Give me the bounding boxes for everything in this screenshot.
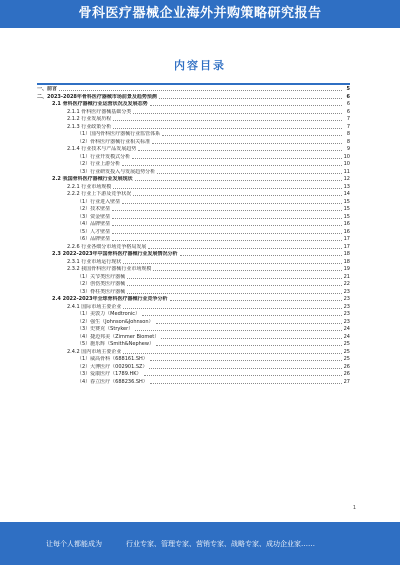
toc-entry-page: 14 — [343, 191, 350, 197]
toc-entry-label: （3）史赛克（Stryker） — [77, 326, 134, 332]
toc-entry[interactable] — [37, 191, 350, 199]
toc-entry-page: 6 — [346, 93, 350, 100]
toc-dot-leader — [180, 255, 342, 256]
toc-dot-leader — [123, 263, 341, 264]
toc-entry[interactable] — [37, 116, 350, 124]
toc-dot-leader — [132, 158, 341, 159]
toc-entry-label: （2）行业上游分析 — [77, 161, 121, 167]
toc-dot-leader — [133, 113, 342, 114]
toc-entry-label: 2.3.1 行业市场运行现状 — [67, 258, 122, 265]
toc-dot-leader — [170, 300, 342, 301]
toc-entry-page: 24 — [343, 333, 350, 340]
toc-entry-label: 2.1.1 骨科医疗器械基础分类 — [67, 108, 132, 115]
toc-entry-page: 17 — [343, 236, 350, 242]
toc-entry[interactable] — [37, 244, 350, 252]
toc-entry-page: 23 — [343, 318, 350, 325]
toc-entry-page: 18 — [343, 258, 350, 265]
toc-entry-label: 2.3 2022-2023年中国骨科医疗器械行业发展情况分析 — [52, 251, 178, 257]
toc-entry-label: 2.1.2 行业发展历程 — [67, 116, 112, 122]
toc-dot-leader — [127, 293, 341, 294]
toc-entry[interactable] — [37, 251, 350, 259]
toc-entry[interactable] — [37, 274, 350, 282]
toc-entry[interactable] — [37, 161, 350, 169]
toc-dot-leader — [112, 240, 341, 241]
toc-dot-leader — [113, 120, 342, 121]
footer-slogan-right: 行业专家、管理专家、营销专家、战略专家、成功企业家…… — [126, 540, 315, 548]
toc-entry[interactable] — [37, 266, 350, 274]
toc-entry-page: 24 — [343, 326, 350, 332]
toc-entry[interactable] — [37, 124, 350, 132]
toc-dot-leader — [123, 308, 341, 309]
toc-entry[interactable] — [37, 311, 350, 319]
toc-entry-page: 18 — [343, 251, 350, 257]
toc-entry-label: （1）行业开发模式分析 — [77, 153, 131, 160]
toc-entry-page: 15 — [343, 206, 350, 212]
toc-entry[interactable] — [37, 319, 350, 327]
toc-entry-page: 19 — [343, 266, 350, 272]
toc-dot-leader — [123, 353, 341, 354]
toc-entry-label: 2.1 骨科医疗器械行业运营状况及发展态势 — [52, 101, 148, 107]
toc-entry[interactable] — [37, 379, 350, 387]
toc-entry-page: 7 — [346, 116, 350, 122]
toc-entry-page: 7 — [346, 123, 350, 130]
toc-dot-leader — [150, 360, 342, 361]
toc-dot-leader — [138, 150, 342, 151]
toc-entry-label: （1）行业进入壁垒 — [77, 198, 121, 205]
toc-entry-label: 2.1.4 行业技术与产品发展趋势 — [67, 146, 137, 152]
toc-entry-label: （3）资金壁垒 — [77, 213, 111, 220]
toc-dot-leader — [112, 233, 341, 234]
toc-entry-page: 5 — [346, 86, 350, 92]
toc-entry[interactable] — [37, 236, 350, 244]
toc-entry[interactable] — [37, 146, 350, 154]
toc-dot-leader — [150, 105, 342, 106]
toc-entry-label: 2.4 2022-2023年全球骨科医疗器械行业竞争分析 — [52, 296, 168, 302]
toc-entry[interactable] — [37, 229, 350, 237]
toc-entry-page: 16 — [343, 221, 350, 227]
toc-entry-label: （1）国内骨科医疗器械行业监管体系 — [77, 131, 161, 137]
toc-entry[interactable] — [37, 206, 350, 214]
toc-entry[interactable] — [37, 349, 350, 357]
toc-entry-label: 2.2.2 行业上下游及竞争状况 — [67, 191, 132, 197]
toc-dot-leader — [150, 383, 342, 384]
toc-entry-page: 21 — [343, 273, 350, 280]
toc-dot-leader — [142, 315, 342, 316]
toc-entry[interactable] — [37, 364, 350, 372]
toc-dot-leader — [127, 285, 341, 286]
toc-entry[interactable] — [37, 214, 350, 222]
toc-entry-label: 二、2023-2028年骨科医疗器械市场前景及趋势预测 — [37, 93, 157, 100]
toc-entry-label: 一、前言 — [37, 86, 58, 92]
toc-entry[interactable] — [37, 221, 350, 229]
toc-entry[interactable] — [37, 86, 350, 94]
toc-dot-leader — [112, 225, 341, 226]
toc-dot-leader — [113, 188, 341, 189]
toc-entry[interactable] — [37, 184, 350, 192]
toc-entry-label: 2.4.1 国际市场主要企业 — [67, 303, 122, 310]
toc-entry-label: （5）人才壁垒 — [77, 228, 111, 235]
toc-entry-page: 26 — [343, 363, 350, 370]
toc-dot-leader — [156, 345, 342, 346]
toc-entry[interactable] — [37, 176, 350, 184]
toc-dot-leader — [135, 180, 342, 181]
report-title: 骨科医疗器械企业海外并购策略研究报告 — [78, 6, 322, 21]
toc-entry-page: 15 — [343, 198, 350, 205]
toc-entry-label: （1）威高骨科（688161.SH） — [77, 356, 148, 362]
toc-dot-leader — [59, 90, 342, 91]
toc-entry-label: （5）施乐辉（Smith&Nephew） — [77, 341, 154, 347]
toc-dot-leader — [144, 375, 342, 376]
toc-dot-leader — [162, 135, 342, 136]
toc-entry-page: 25 — [343, 356, 350, 362]
toc-entry[interactable] — [37, 199, 350, 207]
toc-entry[interactable] — [37, 101, 350, 109]
toc-entry-label: （3）行业研发投入与发展趋势分析 — [77, 168, 156, 175]
toc-dot-leader — [112, 218, 341, 219]
toc-entry-page: 25 — [343, 348, 350, 355]
toc-entry-page: 27 — [343, 378, 350, 385]
toc-dot-leader — [112, 210, 341, 211]
toc-entry-page: 23 — [343, 303, 350, 310]
toc-entry-label: （1）美敦力（Medtronic） — [77, 311, 141, 317]
toc-entry[interactable] — [37, 296, 350, 304]
toc-dot-leader — [152, 143, 342, 144]
toc-entry-label: （2）大博医疗（002901.SZ） — [77, 363, 148, 370]
toc-entry-label: （4）捷迈邦美（Zimmer Biomet） — [77, 333, 160, 340]
footer-bar — [0, 522, 400, 565]
toc-entry[interactable] — [37, 326, 350, 334]
toc-entry[interactable] — [37, 281, 350, 289]
toc-entry-page: 8 — [346, 131, 350, 137]
toc-entry[interactable] — [37, 131, 350, 139]
toc-entry-page: 23 — [343, 296, 350, 302]
toc-entry[interactable] — [37, 109, 350, 117]
toc-dot-leader — [127, 278, 341, 279]
toc-entry-label: （4）品牌壁垒 — [77, 221, 111, 227]
toc-entry[interactable] — [37, 154, 350, 162]
toc-entry[interactable] — [37, 304, 350, 312]
toc-entry[interactable] — [37, 334, 350, 342]
toc-entry-label: 2.2.6 行业各细分市场竞争格局发展 — [67, 243, 147, 250]
toc-entry-label: （2）骨科医疗器械行业相关标准 — [77, 138, 151, 145]
toc-entry-page: 23 — [343, 311, 350, 317]
toc-dot-leader — [148, 248, 341, 249]
toc-entry-page: 12 — [343, 176, 350, 182]
toc-entry-label: （2）创伤类医疗器械 — [77, 281, 126, 287]
toc-entry-page: 26 — [343, 371, 350, 377]
toc-entry-label: 2.3.2 我国骨科医疗器械行业市场规模 — [67, 266, 152, 272]
toc-entry-label: （6）品牌壁垒 — [77, 236, 111, 242]
toc-entry-page: 22 — [343, 281, 350, 287]
table-of-contents — [37, 86, 350, 498]
toc-entry-label: 2.4.2 国内市场主要企业 — [67, 348, 122, 355]
toc-entry-page: 8 — [346, 138, 350, 145]
toc-entry-label: （3）脊柱类医疗器械 — [77, 288, 126, 295]
toc-heading-divider — [37, 83, 350, 85]
toc-dot-leader — [159, 98, 342, 99]
toc-entry-label: 2.2.1 行业市场规模 — [67, 183, 112, 190]
toc-entry[interactable] — [37, 289, 350, 297]
toc-entry[interactable] — [37, 371, 350, 379]
toc-entry-page: 13 — [343, 183, 350, 190]
toc-dot-leader — [157, 173, 341, 174]
toc-entry-page: 23 — [343, 288, 350, 295]
toc-entry-page: 10 — [343, 161, 350, 167]
toc-entry-page: 6 — [346, 101, 350, 107]
toc-entry[interactable] — [37, 169, 350, 177]
toc-dot-leader — [133, 195, 341, 196]
toc-entry-page: 10 — [343, 153, 350, 160]
toc-entry-label: （4）春立医疗（688236.SH） — [77, 378, 148, 385]
toc-dot-leader — [122, 165, 341, 166]
toc-entry[interactable] — [37, 341, 350, 349]
toc-dot-leader — [153, 270, 341, 271]
toc-dot-leader — [156, 323, 342, 324]
toc-entry-page: 16 — [343, 228, 350, 235]
toc-entry-label: 2.2 我国骨科医疗器械行业发展现状 — [52, 176, 133, 182]
toc-entry[interactable] — [37, 259, 350, 267]
toc-entry-label: （1）关节类医疗器械 — [77, 273, 126, 280]
toc-entry-label: （2）技术壁垒 — [77, 206, 111, 212]
toc-dot-leader — [161, 338, 341, 339]
toc-dot-leader — [113, 128, 342, 129]
toc-entry-page: 25 — [343, 341, 350, 347]
footer-slogan-left: 让每个人都能成为 — [46, 540, 102, 548]
toc-entry[interactable] — [37, 356, 350, 364]
toc-entry-page: 9 — [346, 146, 350, 152]
toc-entry[interactable] — [37, 139, 350, 147]
page-number: 1 — [352, 505, 356, 511]
toc-dot-leader — [122, 203, 341, 204]
toc-dot-leader — [135, 330, 341, 331]
toc-entry-label: （2）强生（Johnson&Johnson） — [77, 318, 154, 325]
toc-dot-leader — [149, 368, 341, 369]
toc-entry-page: 6 — [346, 108, 350, 115]
toc-heading: 内容目录 — [174, 59, 226, 72]
toc-entry[interactable] — [37, 94, 350, 102]
toc-entry-page: 11 — [343, 168, 350, 175]
toc-entry-label: （3）爱康医疗（1789.HK） — [77, 371, 142, 377]
toc-entry-page: 17 — [343, 243, 350, 250]
toc-entry-page: 15 — [343, 213, 350, 220]
toc-entry-label: 2.1.3 行业政策分析 — [67, 123, 112, 130]
